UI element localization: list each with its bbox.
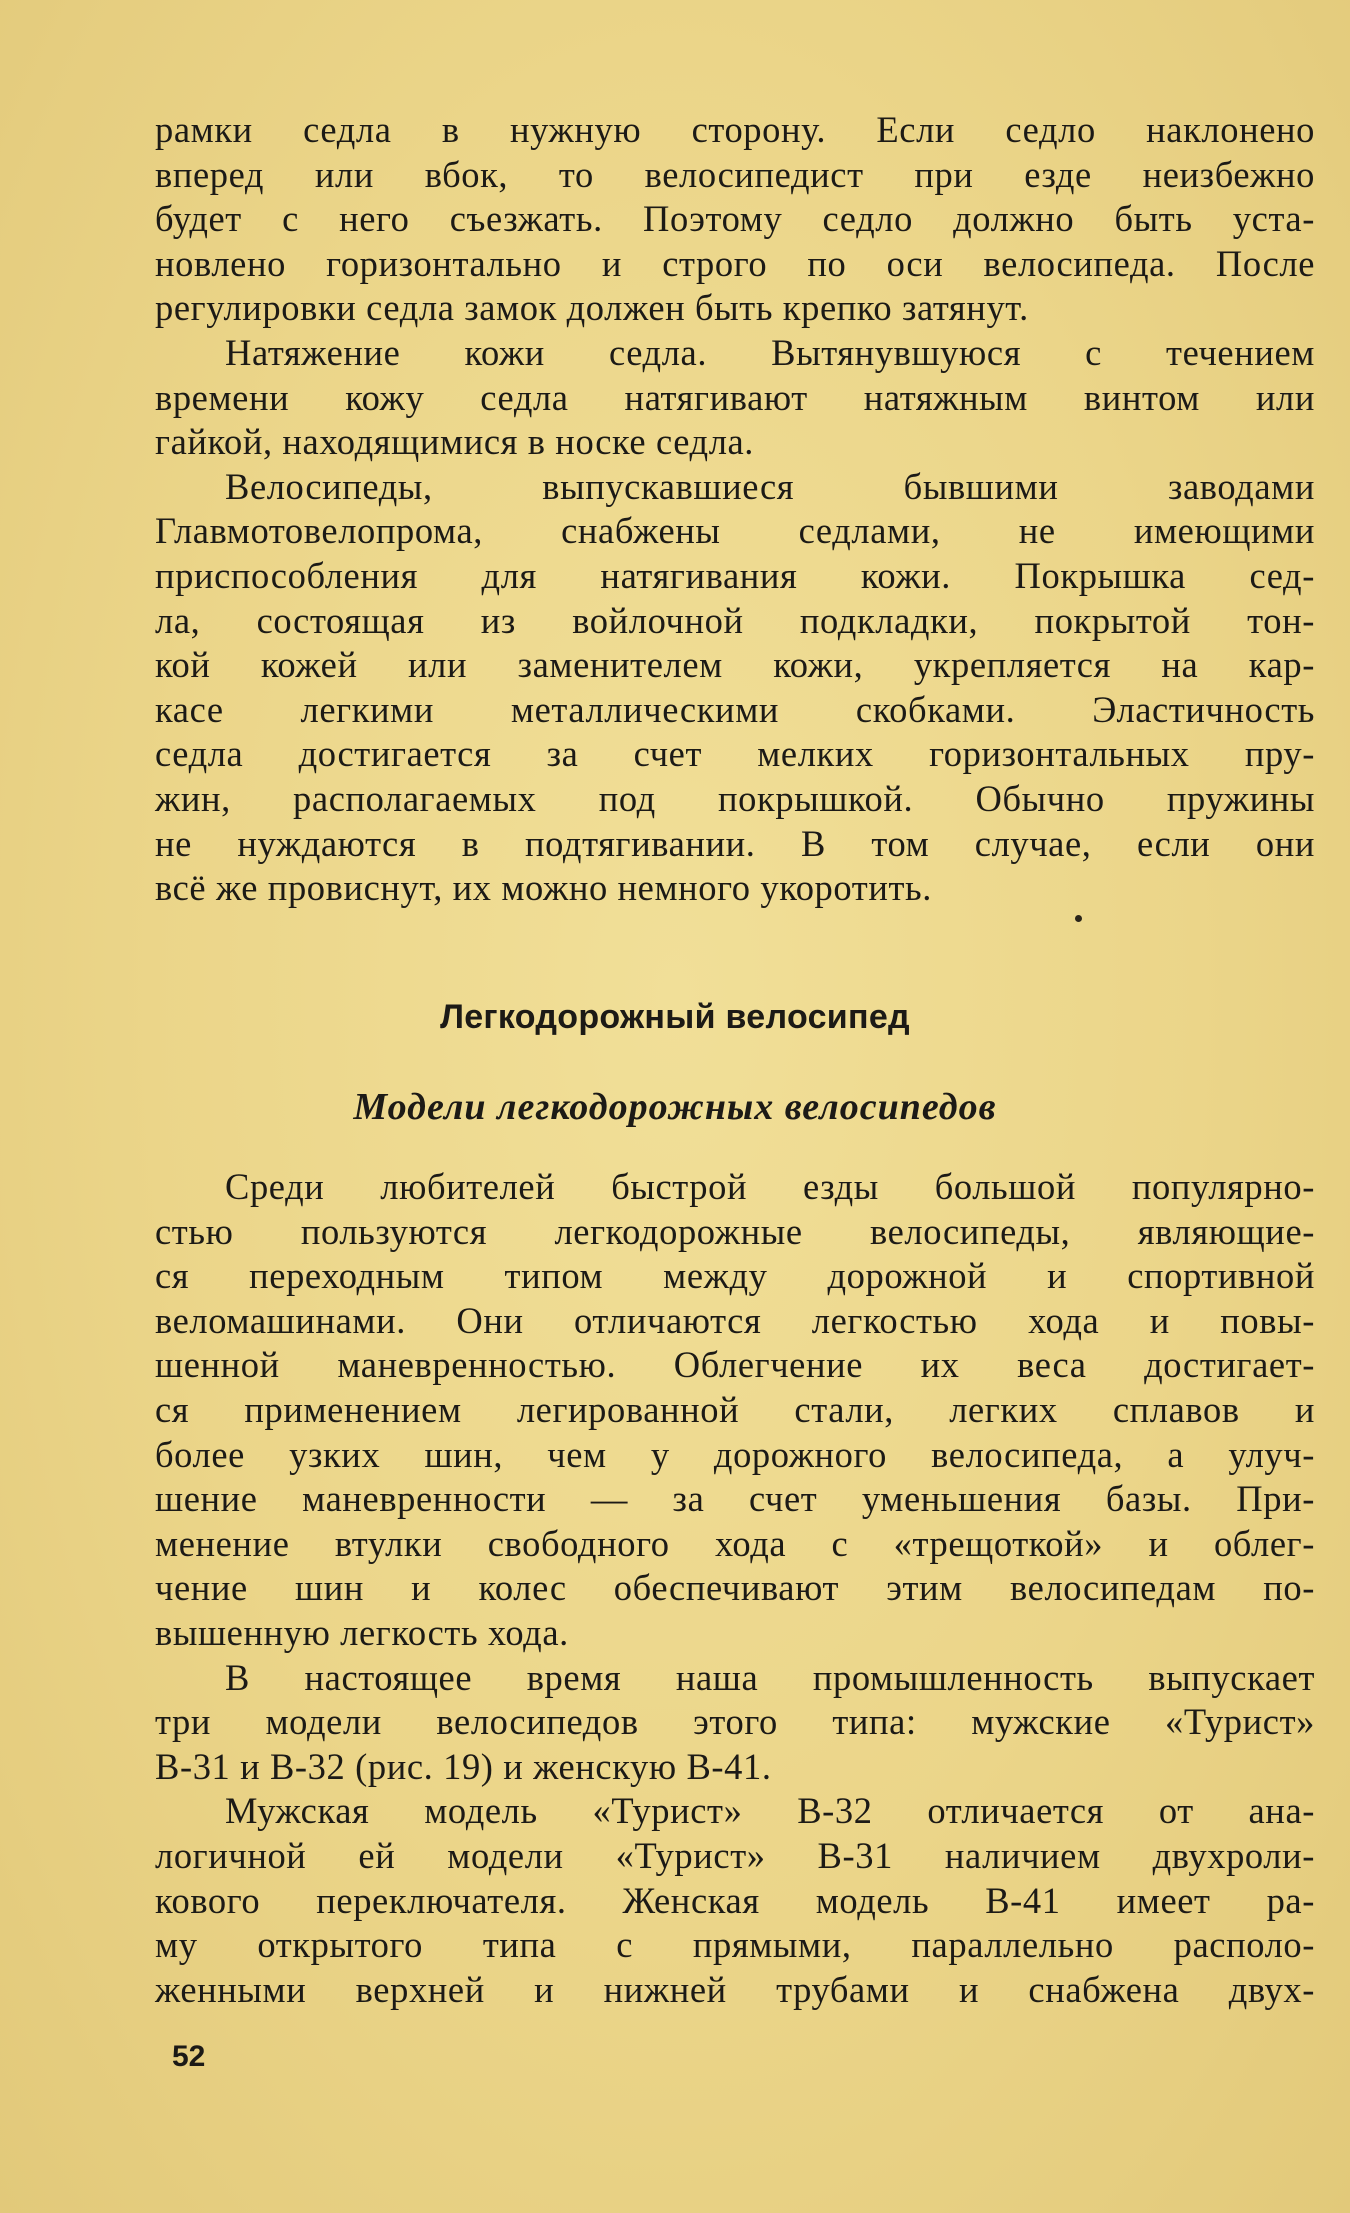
text-line: кового переключателя. Женская модель В-41 имеет ра- [155, 1879, 1315, 1921]
paragraph-models-produced [155, 1656, 1315, 1790]
text-line: приспособления для натягивания кожи. Покрышка сед- [155, 554, 1315, 596]
text-line: Главмотовелопрома, снабжены седлами, не имеющими [155, 510, 1315, 552]
text-line: рамки седла в нужную сторону. Если седло наклонено [155, 109, 1315, 150]
paragraph-light-road-bikes [155, 1165, 1315, 1656]
text-line: седла достигается за счет мелких горизонтальных пру- [155, 733, 1315, 775]
text-line: ся применением легированной стали, легких сплавов и [155, 1388, 1315, 1430]
paragraph-saddle-tilt [155, 108, 1315, 331]
page-number: 52 [172, 2040, 206, 2073]
text-block-top [155, 108, 1315, 911]
text-line: ла, состоящая из войлочной подкладки, покрытой тон- [155, 599, 1315, 641]
text-line: регулировки седла замок должен быть крепко затянут. [155, 287, 1029, 329]
text-line: будет с него съезжать. Поэтому седло должно быть уста- [155, 198, 1315, 240]
text-line: В-31 и В-32 (рис. 19) и женскую В-41. [155, 1745, 772, 1787]
text-line: веломашинами. Они отличаются легкостью хода и повы- [155, 1299, 1315, 1341]
text-line: Велосипеды, выпускавшиеся бывшими заводами [225, 465, 1315, 507]
text-line: касе легкими металлическими скобками. Эластичность [155, 688, 1315, 730]
text-line: не нуждаются в подтягивании. В том случае, если они [155, 822, 1315, 864]
paragraph-leather-tension [155, 331, 1315, 465]
text-line: стью пользуются легкодорожные велосипеды, являющие- [155, 1210, 1315, 1252]
text-line: гайкой, находящимися в носке седла. [155, 421, 755, 463]
text-line: ся переходным типом между дорожной и спортивной [155, 1255, 1315, 1297]
text-line: Натяжение кожи седла. Вытянувшуюся с течением [225, 331, 1315, 373]
subsection-title: Модели легкодорожных велосипедов [353, 1086, 997, 1128]
text-line: шение маневренности — за счет уменьшения базы. При- [155, 1478, 1315, 1520]
text-line: женными верхней и нижней трубами и снабжена двух- [155, 1968, 1315, 2010]
text-line: Среди любителей быстрой езды большой популярно- [225, 1166, 1315, 1207]
text-line: менение втулки свободного хода с «трещоткой» и облег- [155, 1522, 1315, 1564]
text-line: кой кожей или заменителем кожи, укрепляется на кар- [155, 644, 1315, 686]
text-line: логичной ей модели «Турист» В-31 наличием двухроли- [155, 1834, 1315, 1876]
section-title: Легкодорожный велосипед [440, 998, 910, 1036]
text-line: вперед или вбок, то велосипедист при езде неизбежно [155, 153, 1315, 195]
text-block-bottom [155, 1165, 1315, 2012]
paragraph-saddle-cover [155, 465, 1315, 911]
text-line: времени кожу седла натягивают натяжным винтом или [155, 376, 1315, 418]
text-line: новлено горизонтально и строго по оси велосипеда. После [155, 242, 1315, 284]
text-line: жин, располагаемых под покрышкой. Обычно пружины [155, 777, 1315, 819]
print-speck [1075, 915, 1082, 922]
text-line: му открытого типа с прямыми, параллельно располо- [155, 1924, 1315, 1966]
text-line: три модели велосипедов этого типа: мужские «Турист» [155, 1701, 1315, 1743]
text-line: всё же провиснут, их можно немного укоротить. [155, 867, 932, 909]
text-line: чение шин и колес обеспечивают этим велосипедам по- [155, 1567, 1315, 1609]
text-line: шенной маневренностью. Облегчение их веса достигает- [155, 1344, 1315, 1386]
text-line: Мужская модель «Турист» В-32 отличается от ана- [225, 1790, 1315, 1832]
text-line: более узких шин, чем у дорожного велосипеда, а улуч- [155, 1433, 1315, 1475]
text-line: вышенную легкость хода. [155, 1611, 569, 1653]
text-line: В настоящее время наша промышленность выпускает [225, 1656, 1315, 1698]
paragraph-model-differences [155, 1789, 1315, 2012]
